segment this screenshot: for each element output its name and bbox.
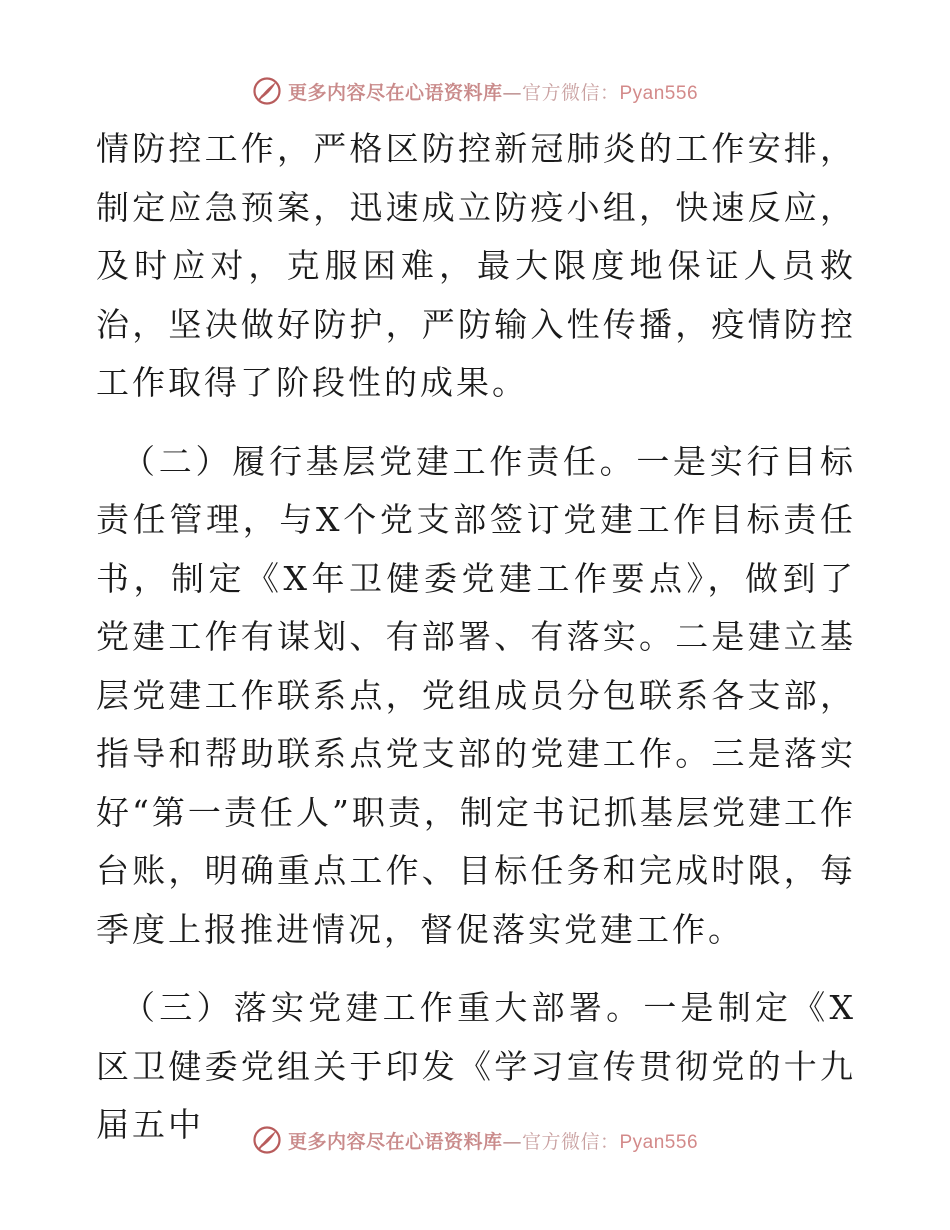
- footer-watermark: [0, 1120, 950, 1160]
- header-watermark: [0, 71, 950, 111]
- paragraph-1: 情防控工作，严格区防控新冠肺炎的工作安排，制定应急预案，迅速成立防疫小组，快速反应，及时应对，克服困难，最大限度地保证人员救治，坚决做好防护，严防输入性传播，疫情防控工作取得了阶段性的成果。: [96, 129, 856, 402]
- wechat-label: 官方微信：: [521, 81, 620, 104]
- wechat-id: Pyan556: [619, 1131, 699, 1153]
- watermark-separator: —: [502, 1130, 522, 1153]
- paragraph-2: （二）履行基层党建工作责任。一是实行目标责任管理，与X个党支部签订党建工作目标责任书，制定《X年卫健委党建工作要点》，做到了党建工作有谋划、有部署、有落实。二是建立基层党建工作联系点，党组成员分包联系各支部，指导和帮助联系点党支部的党建工作。三是落实好“第一责任人”职责，制定书记抓基层党建工作台账，明确重点工作、目标任务和完成时限，每季度上报推进情况，督促落实党建工作。: [96, 441, 856, 949]
- quill-seal-icon: [252, 1125, 282, 1155]
- watermark-label: [288, 1127, 698, 1154]
- watermark-text: 更多内容尽在心语资料库: [287, 81, 503, 104]
- watermark-separator: —: [502, 81, 522, 104]
- watermark-label: [288, 78, 698, 105]
- wechat-label: 官方微信：: [521, 1130, 620, 1153]
- document-body: [96, 120, 856, 1155]
- wechat-id: Pyan556: [619, 82, 699, 104]
- paragraph-3: （三）落实党建工作重大部署。一是制定《X区卫健委党组关于印发《学习宣传贯彻党的十九届五中: [96, 988, 856, 1144]
- quill-seal-icon: [252, 76, 282, 106]
- watermark-text: 更多内容尽在心语资料库: [287, 1130, 503, 1153]
